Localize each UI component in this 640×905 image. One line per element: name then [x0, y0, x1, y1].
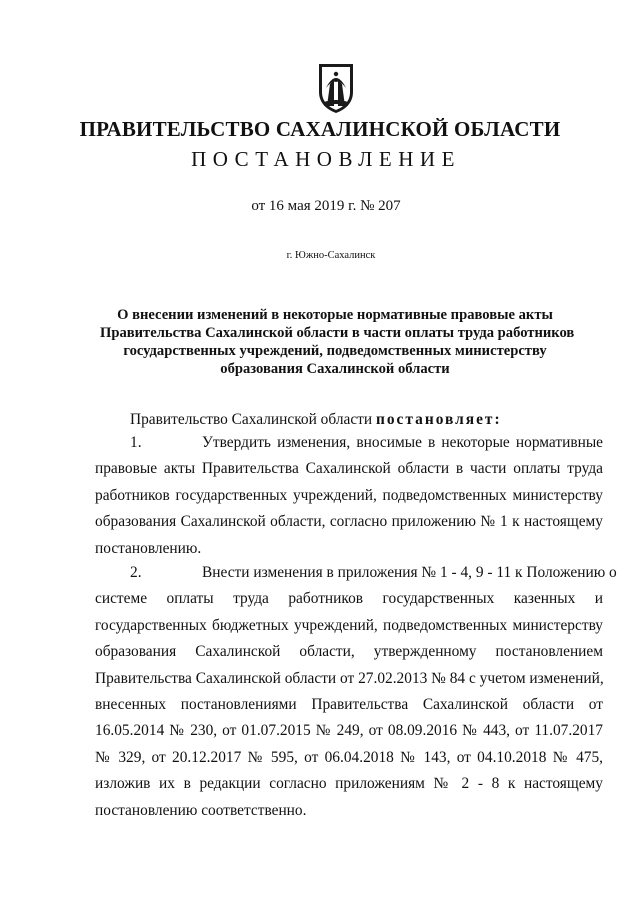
preamble — [130, 411, 610, 429]
document-subject — [100, 306, 575, 378]
paragraph-number: 2. — [130, 564, 142, 581]
government-title: ПРАВИТЕЛЬСТВО САХАЛИНСКОЙ ОБЛАСТИ — [79, 117, 561, 141]
paragraph-line: внесенных постановлениями Правительства Сахалинской области от — [95, 695, 603, 713]
paragraph-line: работников государственных учреждений, подведомственных министерству — [95, 486, 603, 504]
document-city: г. Южно-Сахалинск — [286, 250, 376, 261]
paragraph-line — [95, 430, 603, 456]
subject-line: государственных учреждений, подведомственных министерству — [123, 343, 547, 359]
subject-line: Правительства Сахалинской области в части оплаты труда работников — [100, 325, 575, 341]
paragraph-1 — [95, 430, 603, 562]
paragraph-line: государственных бюджетных учреждений, подведомственных министерству — [95, 616, 603, 634]
subject-line: О внесении изменений в некоторые нормативные правовые акты — [117, 307, 553, 323]
paragraph-number: 1. — [130, 434, 142, 451]
paragraph-line: изложив их в редакции согласно приложениям № 2 - 8 к настоящему — [95, 775, 603, 793]
paragraph-line: образования Сахалинской области, согласно приложению № 1 к настоящему — [95, 513, 603, 531]
paragraph-line: 16.05.2014 № 230, от 01.07.2015 № 249, от 08.09.2016 № 443, от 11.07.2017 — [95, 722, 603, 740]
paragraph-line-text: Внести изменения в приложения № 1 - 4, 9 - 11 к Положению о — [202, 564, 617, 581]
paragraph-line: образования Сахалинской области, утвержденному постановлением — [95, 643, 603, 661]
paragraph-line: Правительства Сахалинской области от 27.02.2013 № 84 с учетом изменений, — [95, 669, 604, 687]
paragraph-2 — [95, 560, 617, 824]
paragraph-line: постановлению соответственно. — [95, 801, 307, 819]
sakhalin-coat-of-arms-icon — [316, 62, 356, 114]
subject-line: образования Сахалинской области — [220, 361, 450, 377]
preamble-text: Правительство Сахалинской области — [130, 411, 376, 428]
paragraph-line: правовые акты Правительства Сахалинской области в части оплаты труда — [95, 460, 603, 478]
paragraph-line: постановлению. — [95, 539, 202, 557]
paragraph-line-text: Утвердить изменения, вносимые в некоторые нормативные — [202, 434, 603, 451]
document-date-number: от 16 мая 2019 г. № 207 — [251, 198, 401, 214]
preamble-emphasis: постановляет: — [375, 411, 502, 428]
paragraph-line — [95, 560, 617, 586]
document-type: ПОСТАНОВЛЕНИЕ — [191, 147, 461, 171]
paragraph-line: № 329, от 20.12.2017 № 595, от 06.04.2018 № 143, от 04.10.2018 № 475, — [95, 748, 603, 766]
paragraph-line: системе оплаты труда работников государственных казенных и — [95, 590, 603, 608]
